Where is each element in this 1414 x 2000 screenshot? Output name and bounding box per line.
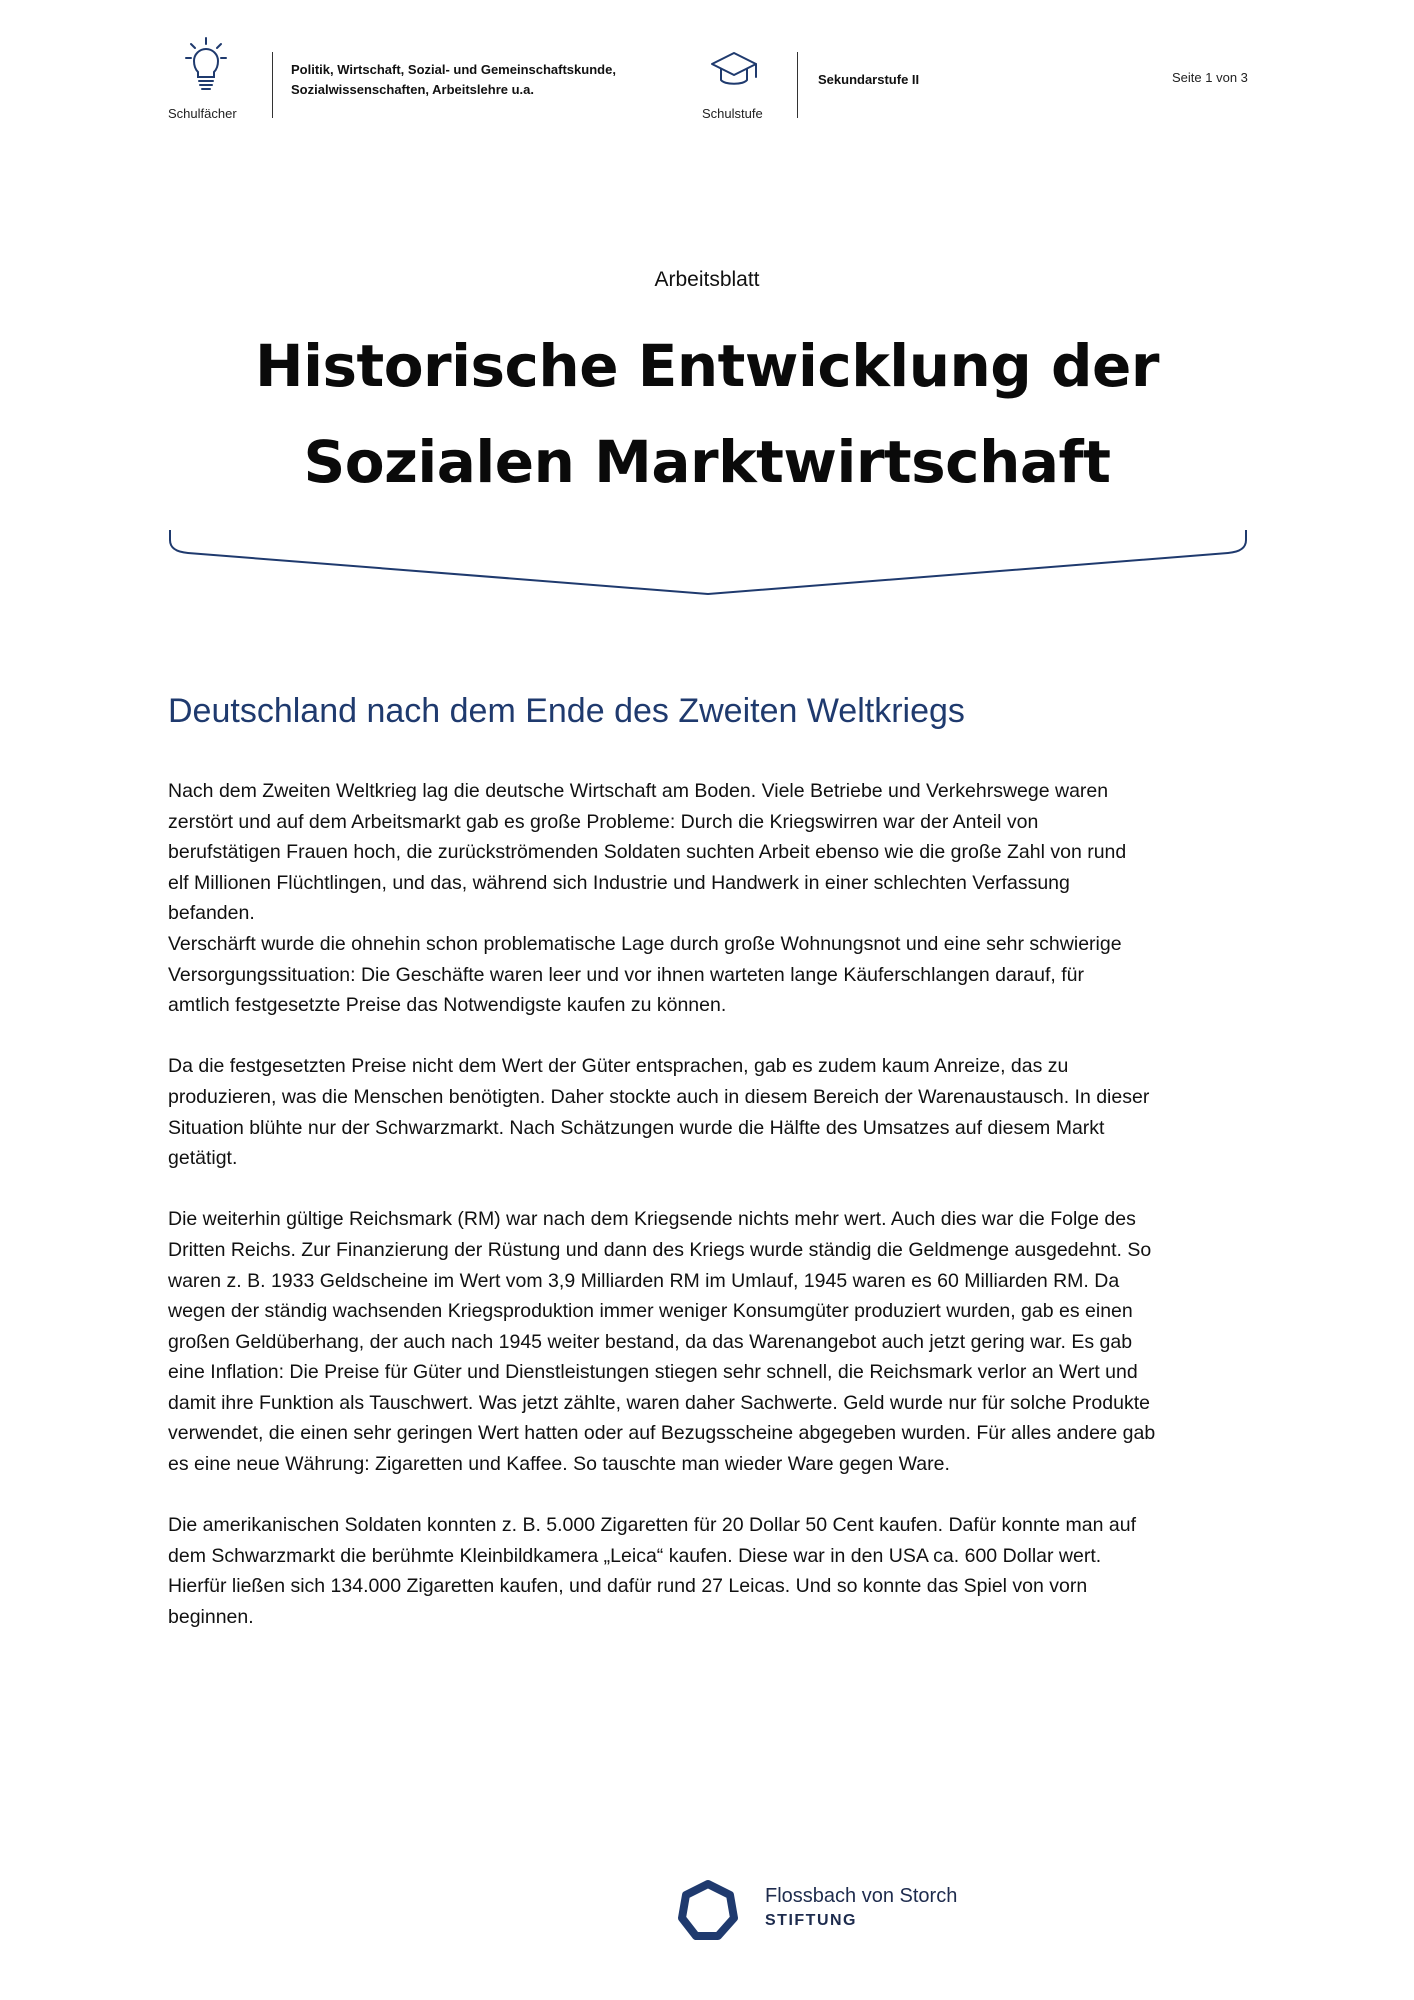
lightbulb-icon bbox=[184, 36, 228, 92]
title-brace-divider bbox=[168, 522, 1248, 598]
level-caption: Schulstufe bbox=[702, 106, 763, 121]
page-title: Historische Entwicklung der Sozialen Marktwirtschaft bbox=[255, 332, 1159, 496]
subjects-caption: Schulfächer bbox=[168, 106, 237, 121]
foundation-logo-icon bbox=[676, 1878, 740, 1942]
paragraph: Die amerikanischen Soldaten konnten z. B. 5.000 Zigaretten für 20 Dollar 50 Cent kaufen. Dafür konnte man auf dem Schwarzmarkt die berühmte Kleinbildkamera „Leica“ kaufen. Diese war in den USA ca. 600 Dollar wert. Hierfür ließen sich 134.000 Zigaretten kaufen, und dafür rund 27 Leicas. Und so konnte das Spiel von vorn beginnen. bbox=[168, 1514, 1136, 1629]
header-divider bbox=[797, 52, 798, 118]
page-indicator: Seite 1 von 3 bbox=[1172, 70, 1248, 85]
paragraph: Die weiterhin gültige Reichsmark (RM) war nach dem Kriegsende nichts mehr wert. Auch dies war die Folge des Dritten Reichs. Zur Finanzierung der Rüstung und dann des Kriegs wurde ständig die Geldmenge ausgedehnt. So waren z. B. 1933 Geldscheine im Wert vom 3,9 Milliarden RM im Umlauf, 1945 waren es 60 Milliarden RM. Da wegen der ständig wachsenden Kriegsproduktion immer weniger Konsumgüter produziert wurden, gab es einen großen Geldüberhang, der auch nach 1945 weiter bestand, da das Warenangebot auch jetzt gering war. Es gab eine Inflation: Die Preise für Güter und Dienstleistungen stiegen sehr schnell, die Reichsmark verlor an Wert und damit ihre Funktion als Tauschwert. Was jetzt zählte, waren daher Sachwerte. Geld wurde nur für solche Produkte verwendet, die einen sehr geringen Wert hatten oder auf Bezugsscheine abgegeben wurden. Für alles andere gab es eine neue Währung: Zigaretten und Kaffee. So tauschte man wieder Ware gegen Ware. bbox=[168, 1208, 1156, 1476]
level-value: Sekundarstufe II bbox=[818, 72, 920, 87]
header-divider bbox=[272, 52, 273, 118]
document-type: Arbeitsblatt bbox=[654, 268, 760, 291]
graduation-cap-icon bbox=[710, 50, 758, 90]
section-heading: Deutschland nach dem Ende des Zweiten Weltkriegs bbox=[168, 692, 965, 730]
paragraph: Da die festgesetzten Preise nicht dem Wert der Güter entsprachen, gab es zudem kaum Anreize, das zu produzieren, was die Menschen benötigten. Daher stockte auch in diesem Bereich der Warenaustausch. In dieser Situation blühte nur der Schwarzmarkt. Nach Schätzungen wurde die Hälfte des Umsatzes auf diesem Markt getätigt. bbox=[168, 1055, 1150, 1170]
subjects-text: Politik, Wirtschaft, Sozial- und Gemeinschaftskunde, Sozialwissenschaften, Arbeitslehre u.a. bbox=[291, 62, 616, 97]
article-body bbox=[168, 776, 1253, 1663]
paragraph: Nach dem Zweiten Weltkrieg lag die deutsche Wirtschaft am Boden. Viele Betriebe und Verkehrswege waren zerstört und auf dem Arbeitsmarkt gab es große Probleme: Durch die Kriegswirren war der Anteil von berufstätigen Frauen hoch, die zurückströmenden Soldaten suchten Arbeit ebenso wie die große Zahl von rund elf Millionen Flüchtlingen, und das, während sich Industrie und Handwerk in einer schlechten Verfassung befanden. Verschärft wurde die ohnehin schon problematische Lage durch große Wohnungsnot und eine sehr schwierige Versorgungssituation: Die Geschäfte waren leer und vor ihnen warteten lange Käuferschlangen darauf, für amtlich festgesetzte Preise das Notwendigste kaufen zu können. bbox=[168, 780, 1127, 1017]
foundation-logo-text: Flossbach von Storch STIFTUNG bbox=[765, 1885, 958, 1929]
